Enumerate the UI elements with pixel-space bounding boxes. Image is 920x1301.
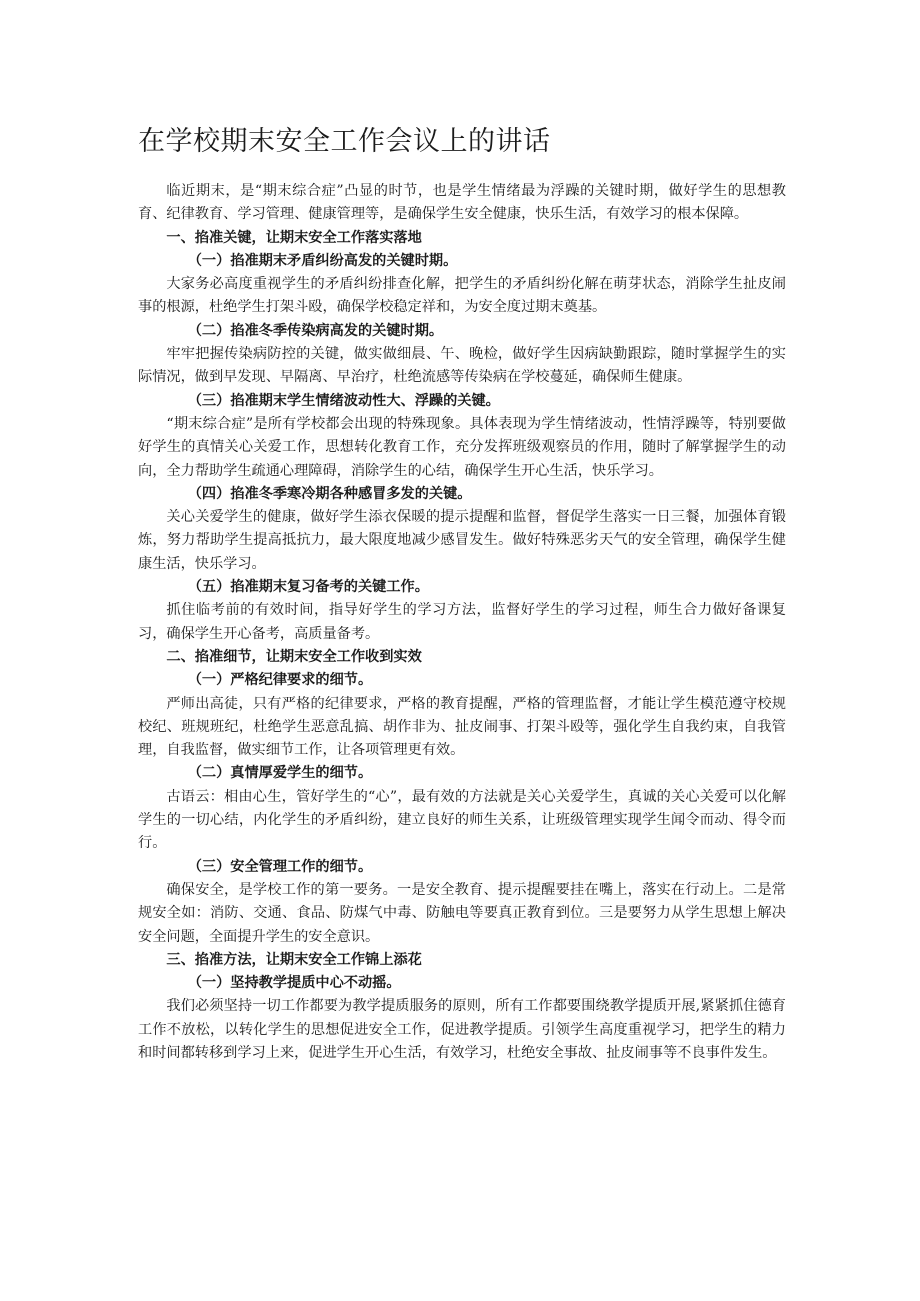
section-heading-1: 一、掐准关键，让期末安全工作落实落地 <box>166 229 422 246</box>
section-heading-2: 二、掐准细节，让期末安全工作收到实效 <box>166 648 422 665</box>
body-paragraph: 牢牢把握传染病防控的关键，做实做细晨、午、晚检，做好学生因病缺勤跟踪，随时掌握学生的实际情况，做到早发现、早隔离、早治疗，杜绝流感等传染病在学校蔓延，确保师生健康。 <box>138 346 786 386</box>
body-paragraph: 大家务必高度重视学生的矛盾纠纷排查化解，把学生的矛盾纠纷化解在萌芽状态，消除学生扯皮闹事的根源，杜绝学生打架斗殴，确保学校稳定祥和，为安全度过期末奠基。 <box>138 276 786 316</box>
subsection-heading: （二）掐准冬季传染病高发的关键时期。 <box>187 322 444 339</box>
body-paragraph: 关心关爱学生的健康，做好学生添衣保暖的提示提醒和监督，督促学生落实一日三餐，加强体育锻炼，努力帮助学生提高抵抗力，最大限度地减少感冒发生。做好特殊恶劣天气的安全管理，确保学生健康生活，快乐学习。 <box>138 509 786 572</box>
subsection-heading: （三）安全管理工作的细节。 <box>187 858 373 875</box>
body-paragraph: 古语云：相由心生，管好学生的“心”，最有效的方法就是关心关爱学生，真诚的关心关爱可以化解学生的一切心结，内化学生的矛盾纠纷，建立良好的师生关系，让班级管理实现学生闻令而动、得令而行。 <box>138 788 786 852</box>
subsection-heading: （五）掐准期末复习备考的关键工作。 <box>187 579 429 596</box>
section-heading-3: 三、掐准方法，让期末安全工作锦上添花 <box>166 951 422 968</box>
subsection-heading: （二）真情厚爱学生的细节。 <box>187 765 373 782</box>
subsection-heading: （三）掐准期末学生情绪波动性大、浮躁的关键。 <box>187 392 500 409</box>
intro-paragraph: 临近期末，是“期末综合症”凸显的时节，也是学生情绪最为浮躁的关键时期，做好学生的思想教育、纪律教育、学习管理、健康管理等，是确保学生安全健康，快乐生活，有效学习的根本保障。 <box>138 183 786 223</box>
body-paragraph: 确保安全，是学校工作的第一要务。一是安全教育、提示提醒要挂在嘴上，落实在行动上。二是常规安全如：消防、交通、食品、防煤气中毒、防触电等要真正教育到位。三是要努力从学生思想上解决安全问题，全面提升学生的安全意识。 <box>138 881 786 945</box>
subsection-heading: （四）掐准冬季寒冷期各种感冒多发的关键。 <box>187 485 472 502</box>
subsection-heading: （一）掐准期末矛盾纠纷高发的关键时期。 <box>187 252 458 269</box>
body-paragraph: 我们必须坚持一切工作都要为教学提质服务的原则，所有工作都要围绕教学提质开展,紧紧抓住德育工作不放松，以转化学生的思想促进安全工作，促进教学提质。引领学生高度重视学习，把学生的精力和时间都转移到学习上来，促进学生开心生活，有效学习，杜绝安全事故、扯皮闹事等不良事件发生。 <box>138 998 786 1061</box>
body-paragraph: “期末综合症”是所有学校都会出现的特殊现象。具体表现为学生情绪波动，性情浮躁等，特别要做好学生的真情关心关爱工作，思想转化教育工作，充分发挥班级观察员的作用，随时了解掌握学生的动向，全力帮助学生疏通心理障碍，消除学生的心结，确保学生开心生活，快乐学习。 <box>138 415 786 479</box>
subsection-heading: （一）严格纪律要求的细节。 <box>187 672 373 689</box>
document-page <box>138 124 786 1065</box>
body-paragraph: 严师出高徒，只有严格的纪律要求，严格的教育提醒，严格的管理监督，才能让学生模范遵守校规校纪、班规班纪，杜绝学生恶意乱搞、胡作非为、扯皮闹事、打架斗殴等，强化学生自我约束，自我管理，自我监督，做实细节工作，让各项管理更有效。 <box>138 695 786 759</box>
body-paragraph: 抓住临考前的有效时间，指导好学生的学习方法，监督好学生的学习过程，师生合力做好备课复习，确保学生开心备考，高质量备考。 <box>138 602 786 642</box>
subsection-heading: （一）坚持教学提质中心不动摇。 <box>187 975 401 992</box>
document-title: 在学校期末安全工作会议上的讲话 <box>138 126 551 157</box>
